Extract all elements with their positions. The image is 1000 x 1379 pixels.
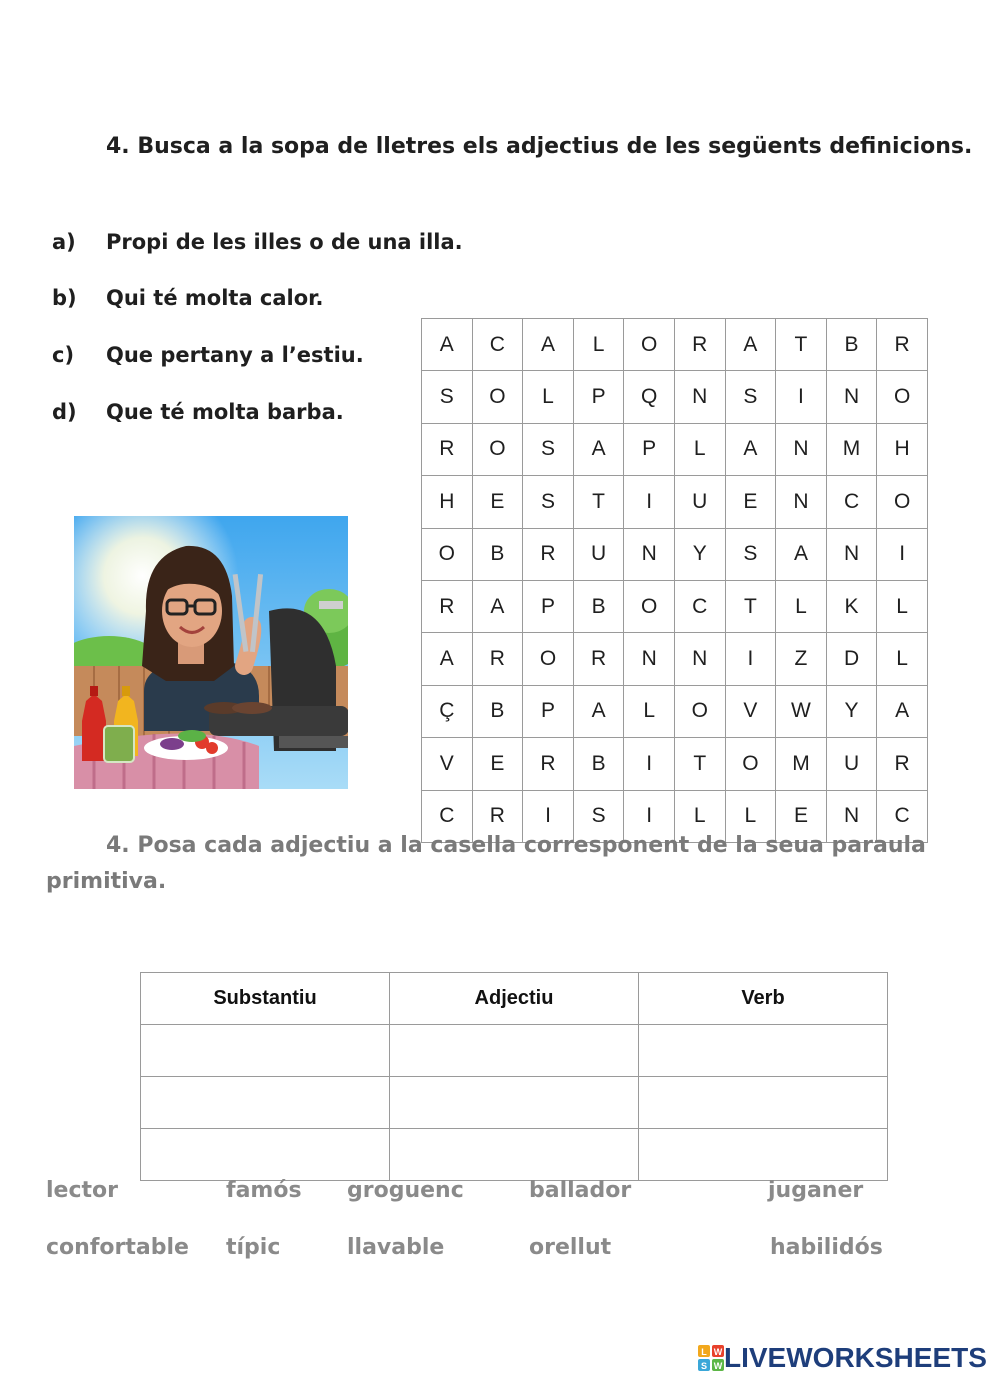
svg-text:L: L	[701, 1347, 707, 1357]
grid-letter-cell[interactable]: N	[624, 528, 675, 580]
grid-letter-cell[interactable]: I	[624, 476, 675, 528]
definition-text: Que té molta barba.	[106, 400, 344, 424]
definition-letter: a)	[52, 230, 76, 254]
grid-letter-cell[interactable]: Y	[674, 528, 725, 580]
grid-letter-cell[interactable]: K	[826, 580, 877, 632]
grid-letter-cell[interactable]: D	[826, 633, 877, 685]
grid-row	[422, 633, 928, 685]
header-verb: Verb	[639, 973, 888, 1025]
grid-letter-cell[interactable]: I	[624, 738, 675, 790]
draggable-word[interactable]: groguenc	[347, 1178, 464, 1203]
grid-letter-cell[interactable]: B	[573, 580, 624, 632]
grid-letter-cell[interactable]: W	[776, 685, 827, 737]
definition-text: Que pertany a l’estiu.	[106, 343, 364, 367]
draggable-word[interactable]: típic	[226, 1235, 281, 1260]
grid-letter-cell[interactable]: O	[472, 371, 523, 423]
grid-letter-cell[interactable]: P	[573, 371, 624, 423]
definition-d	[52, 400, 344, 424]
classification-table	[140, 972, 888, 1181]
grid-letter-cell[interactable]: L	[674, 423, 725, 475]
grid-letter-cell[interactable]: N	[826, 528, 877, 580]
draggable-word[interactable]: juganer	[768, 1178, 864, 1203]
grid-letter-cell[interactable]: M	[826, 423, 877, 475]
grid-row	[422, 685, 928, 737]
drop-cell[interactable]	[639, 1077, 888, 1129]
grid-letter-cell[interactable]: L	[725, 790, 776, 842]
definition-a	[52, 230, 463, 254]
grid-letter-cell[interactable]: Y	[826, 685, 877, 737]
grid-letter-cell[interactable]: O	[674, 685, 725, 737]
table-row	[141, 1129, 888, 1181]
grid-letter-cell[interactable]: S	[725, 371, 776, 423]
grid-letter-cell[interactable]: N	[826, 371, 877, 423]
table-header-row	[141, 973, 888, 1025]
grid-letter-cell[interactable]: R	[472, 790, 523, 842]
grid-letter-cell[interactable]: R	[573, 633, 624, 685]
grid-letter-cell[interactable]: A	[422, 319, 473, 371]
table-row	[141, 1025, 888, 1077]
grid-letter-cell[interactable]: N	[674, 371, 725, 423]
grid-letter-cell[interactable]: S	[422, 371, 473, 423]
grid-letter-cell[interactable]: S	[523, 476, 574, 528]
grid-letter-cell[interactable]: O	[725, 738, 776, 790]
grid-letter-cell[interactable]: O	[877, 371, 928, 423]
grid-letter-cell[interactable]: O	[624, 580, 675, 632]
grid-row	[422, 371, 928, 423]
grid-letter-cell[interactable]: R	[877, 319, 928, 371]
grid-letter-cell[interactable]: E	[472, 738, 523, 790]
definition-b	[52, 286, 324, 310]
svg-text:W: W	[713, 1347, 723, 1357]
grid-letter-cell[interactable]: B	[573, 738, 624, 790]
definition-c	[52, 343, 364, 367]
grid-letter-cell[interactable]: P	[624, 423, 675, 475]
drop-cell[interactable]	[639, 1025, 888, 1077]
grid-letter-cell[interactable]: H	[877, 423, 928, 475]
draggable-word[interactable]: orellut	[529, 1235, 612, 1260]
grid-row	[422, 319, 928, 371]
drop-cell[interactable]	[390, 1077, 639, 1129]
grid-letter-cell[interactable]: R	[523, 528, 574, 580]
grid-letter-cell[interactable]: A	[573, 423, 624, 475]
header-substantiu: Substantiu	[141, 973, 390, 1025]
grid-letter-cell[interactable]: B	[472, 528, 523, 580]
grid-letter-cell[interactable]: I	[523, 790, 574, 842]
grid-letter-cell[interactable]: Ç	[422, 685, 473, 737]
grid-letter-cell[interactable]: E	[776, 790, 827, 842]
grid-letter-cell[interactable]: C	[877, 790, 928, 842]
drop-cell[interactable]	[141, 1025, 390, 1077]
grid-letter-cell[interactable]: O	[422, 528, 473, 580]
grid-letter-cell[interactable]: B	[472, 685, 523, 737]
definition-text: Qui té molta calor.	[106, 286, 324, 310]
grid-letter-cell[interactable]: C	[422, 790, 473, 842]
grid-letter-cell[interactable]: P	[523, 685, 574, 737]
grid-letter-cell[interactable]: P	[523, 580, 574, 632]
grid-row	[422, 580, 928, 632]
grid-letter-cell[interactable]: H	[422, 476, 473, 528]
grid-letter-cell[interactable]: I	[624, 790, 675, 842]
grid-letter-cell[interactable]: N	[674, 633, 725, 685]
draggable-word[interactable]: llavable	[347, 1235, 445, 1260]
grid-letter-cell[interactable]: E	[725, 476, 776, 528]
grid-letter-cell[interactable]: T	[725, 580, 776, 632]
grid-letter-cell[interactable]: I	[877, 528, 928, 580]
grid-letter-cell[interactable]: L	[573, 319, 624, 371]
grid-letter-cell[interactable]: R	[877, 738, 928, 790]
grid-letter-cell[interactable]: A	[877, 685, 928, 737]
grid-letter-cell[interactable]: U	[674, 476, 725, 528]
drop-cell[interactable]	[141, 1129, 390, 1181]
grid-letter-cell[interactable]: A	[523, 319, 574, 371]
draggable-word[interactable]: famós	[226, 1178, 302, 1203]
grid-letter-cell[interactable]: A	[573, 685, 624, 737]
grid-letter-cell[interactable]: A	[472, 580, 523, 632]
drop-cell[interactable]	[390, 1129, 639, 1181]
grid-letter-cell[interactable]: O	[523, 633, 574, 685]
word-search-grid	[421, 318, 928, 843]
grid-letter-cell[interactable]: N	[826, 790, 877, 842]
drop-cell[interactable]	[639, 1129, 888, 1181]
definition-letter: d)	[52, 400, 77, 424]
grid-letter-cell[interactable]: A	[725, 319, 776, 371]
grid-letter-cell[interactable]: C	[674, 580, 725, 632]
grid-letter-cell[interactable]: T	[776, 319, 827, 371]
grid-row	[422, 423, 928, 475]
grid-letter-cell[interactable]: I	[725, 633, 776, 685]
grid-letter-cell[interactable]: A	[422, 633, 473, 685]
draggable-word[interactable]: habilidós	[770, 1235, 883, 1260]
grid-letter-cell[interactable]: R	[523, 738, 574, 790]
draggable-word[interactable]: ballador	[529, 1178, 632, 1203]
grid-letter-cell[interactable]: M	[776, 738, 827, 790]
grid-letter-cell[interactable]: R	[674, 319, 725, 371]
grid-letter-cell[interactable]: I	[776, 371, 827, 423]
grid-letter-cell[interactable]: C	[472, 319, 523, 371]
grid-letter-cell[interactable]: O	[472, 423, 523, 475]
grid-letter-cell[interactable]: O	[877, 476, 928, 528]
grid-letter-cell[interactable]: T	[674, 738, 725, 790]
definition-text: Propi de les illes o de una illa.	[106, 230, 463, 254]
grid-letter-cell[interactable]: L	[624, 685, 675, 737]
grid-letter-cell[interactable]: L	[877, 633, 928, 685]
svg-text:S: S	[700, 1361, 708, 1371]
grid-letter-cell[interactable]: R	[422, 580, 473, 632]
drop-cell[interactable]	[390, 1025, 639, 1077]
grid-row	[422, 528, 928, 580]
grid-letter-cell[interactable]: N	[776, 423, 827, 475]
drop-cell[interactable]	[141, 1077, 390, 1129]
grid-letter-cell[interactable]: C	[826, 476, 877, 528]
grid-letter-cell[interactable]: N	[624, 633, 675, 685]
table-row	[141, 1077, 888, 1129]
grid-letter-cell[interactable]: L	[877, 580, 928, 632]
grid-letter-cell[interactable]: O	[624, 319, 675, 371]
draggable-word[interactable]: confortable	[46, 1235, 189, 1260]
svg-text:W: W	[713, 1361, 723, 1371]
barbecue-avatar-image	[74, 516, 348, 789]
grid-letter-cell[interactable]: A	[725, 423, 776, 475]
grid-row	[422, 738, 928, 790]
liveworksheets-logo-icon	[698, 1345, 724, 1371]
header-adjectiu: Adjectiu	[390, 973, 639, 1025]
definition-letter: c)	[52, 343, 75, 367]
liveworksheets-logo	[698, 1343, 987, 1373]
grid-letter-cell[interactable]: T	[573, 476, 624, 528]
draggable-word[interactable]: lector	[46, 1178, 118, 1203]
grid-letter-cell[interactable]: B	[826, 319, 877, 371]
grid-letter-cell[interactable]: V	[422, 738, 473, 790]
exercise-2-heading: 4. Posa cada adjectiu a la casella corresponent de la seua paraula primitiva.	[46, 833, 926, 894]
grid-letter-cell[interactable]: S	[523, 423, 574, 475]
grid-letter-cell[interactable]: R	[422, 423, 473, 475]
grid-letter-cell[interactable]: E	[472, 476, 523, 528]
grid-letter-cell[interactable]: V	[725, 685, 776, 737]
grid-letter-cell[interactable]: U	[573, 528, 624, 580]
grid-row	[422, 476, 928, 528]
grid-letter-cell[interactable]: A	[776, 528, 827, 580]
grid-letter-cell[interactable]: R	[472, 633, 523, 685]
grid-letter-cell[interactable]: L	[523, 371, 574, 423]
grid-letter-cell[interactable]: N	[776, 476, 827, 528]
grid-letter-cell[interactable]: Z	[776, 633, 827, 685]
grid-letter-cell[interactable]: L	[674, 790, 725, 842]
grid-letter-cell[interactable]: U	[826, 738, 877, 790]
grid-letter-cell[interactable]: Q	[624, 371, 675, 423]
definition-letter: b)	[52, 286, 77, 310]
grid-letter-cell[interactable]: L	[776, 580, 827, 632]
grid-letter-cell[interactable]: S	[725, 528, 776, 580]
grid-letter-cell[interactable]: S	[573, 790, 624, 842]
logo-text: LIVEWORKSHEETS	[724, 1342, 987, 1373]
exercise-heading: 4. Busca a la sopa de lletres els adjectius de les següents definicions.	[106, 134, 973, 159]
